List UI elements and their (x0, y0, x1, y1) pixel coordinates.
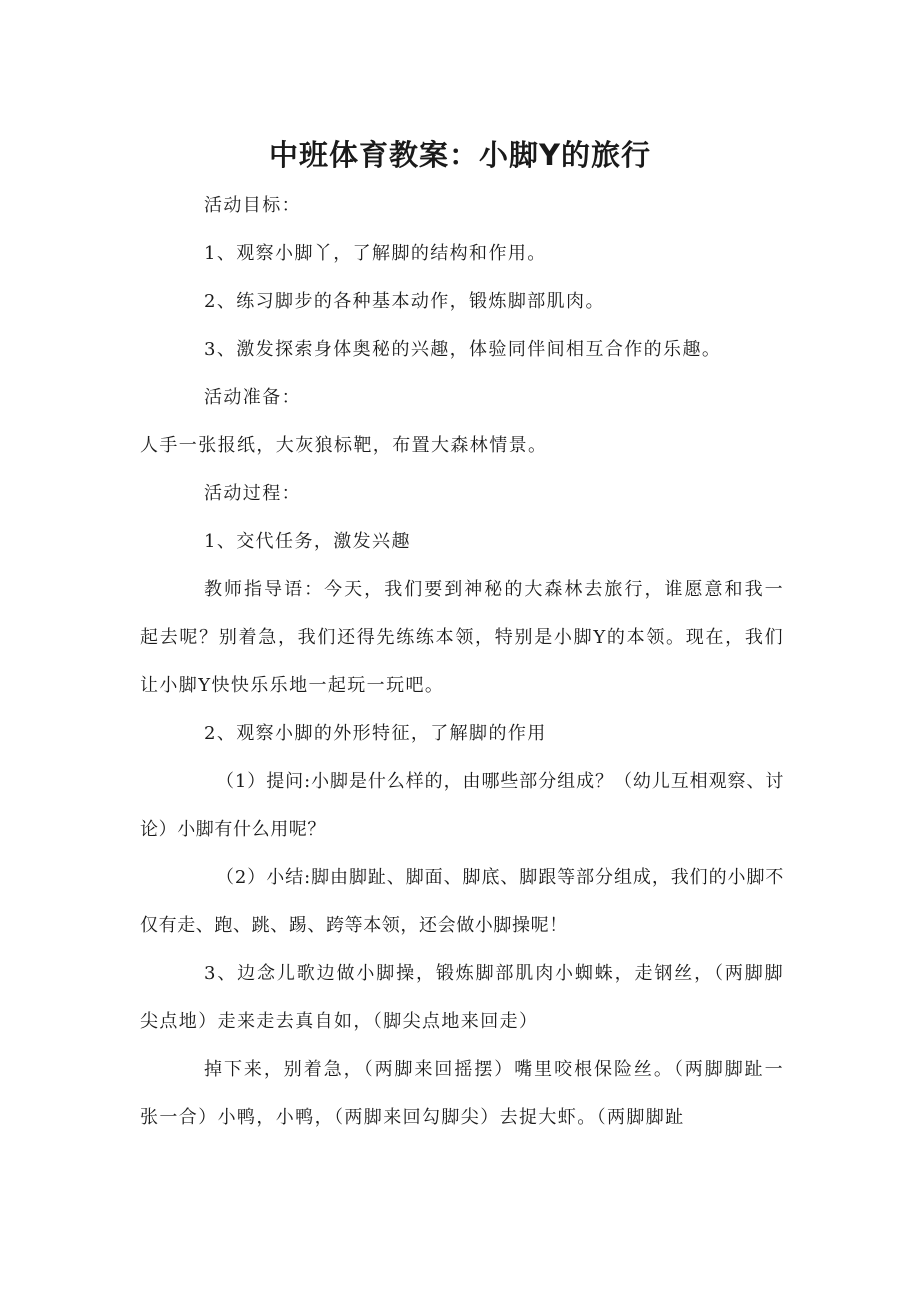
summary-text: （2）小结:脚由脚趾、脚面、脚底、脚跟等部分组成，我们的小脚不仅有走、跑、跳、踢、跨等本领，还会做小脚操呢！ (140, 867, 784, 936)
goal-item-2: 2、练习脚步的各种基本动作，锻炼脚部肌肉。 (204, 291, 605, 312)
section-heading-goals: 活动目标： (204, 195, 301, 216)
process-step-1: 1、交代任务，激发兴趣 (204, 531, 411, 552)
page-title: 中班体育教案：小脚Y的旅行 (268, 138, 651, 172)
goal-item-1: 1、观察小脚丫，了解脚的结构和作用。 (204, 243, 547, 264)
process-step-2: 2、观察小脚的外形特征，了解脚的作用 (204, 723, 547, 744)
goal-item-3: 3、激发探索身体奥秘的兴趣，体验同伴间相互合作的乐趣。 (204, 339, 722, 360)
section-heading-process: 活动过程： (204, 483, 301, 504)
question-text: （1）提问:小脚是什么样的，由哪些部分组成？（幼儿互相观察、讨论）小脚有什么用呢？ (140, 771, 784, 840)
teacher-guidance-text: 教师指导语：今天，我们要到神秘的大森林去旅行，谁愿意和我一起去呢？别着急，我们还得先练练本领，特别是小脚Y的本领。现在，我们让小脚Y快快乐乐地一起玩一玩吧。 (140, 579, 784, 696)
section-heading-preparation: 活动准备： (204, 387, 301, 408)
preparation-text: 人手一张报纸，大灰狼标靶，布置大森林情景。 (140, 435, 548, 456)
document-body (140, 182, 784, 1142)
process-step-3: 3、边念儿歌边做小脚操，锻炼脚部肌肉小蜘蛛，走钢丝，（两脚脚尖点地）走来走去真自如，（脚尖点地来回走） (140, 963, 784, 1032)
rhyme-text: 掉下来，别着急，（两脚来回摇摆）嘴里咬根保险丝。（两脚脚趾一张一合）小鸭，小鸭，（两脚来回勾脚尖）去捉大虾。（两脚脚趾 (140, 1059, 784, 1128)
